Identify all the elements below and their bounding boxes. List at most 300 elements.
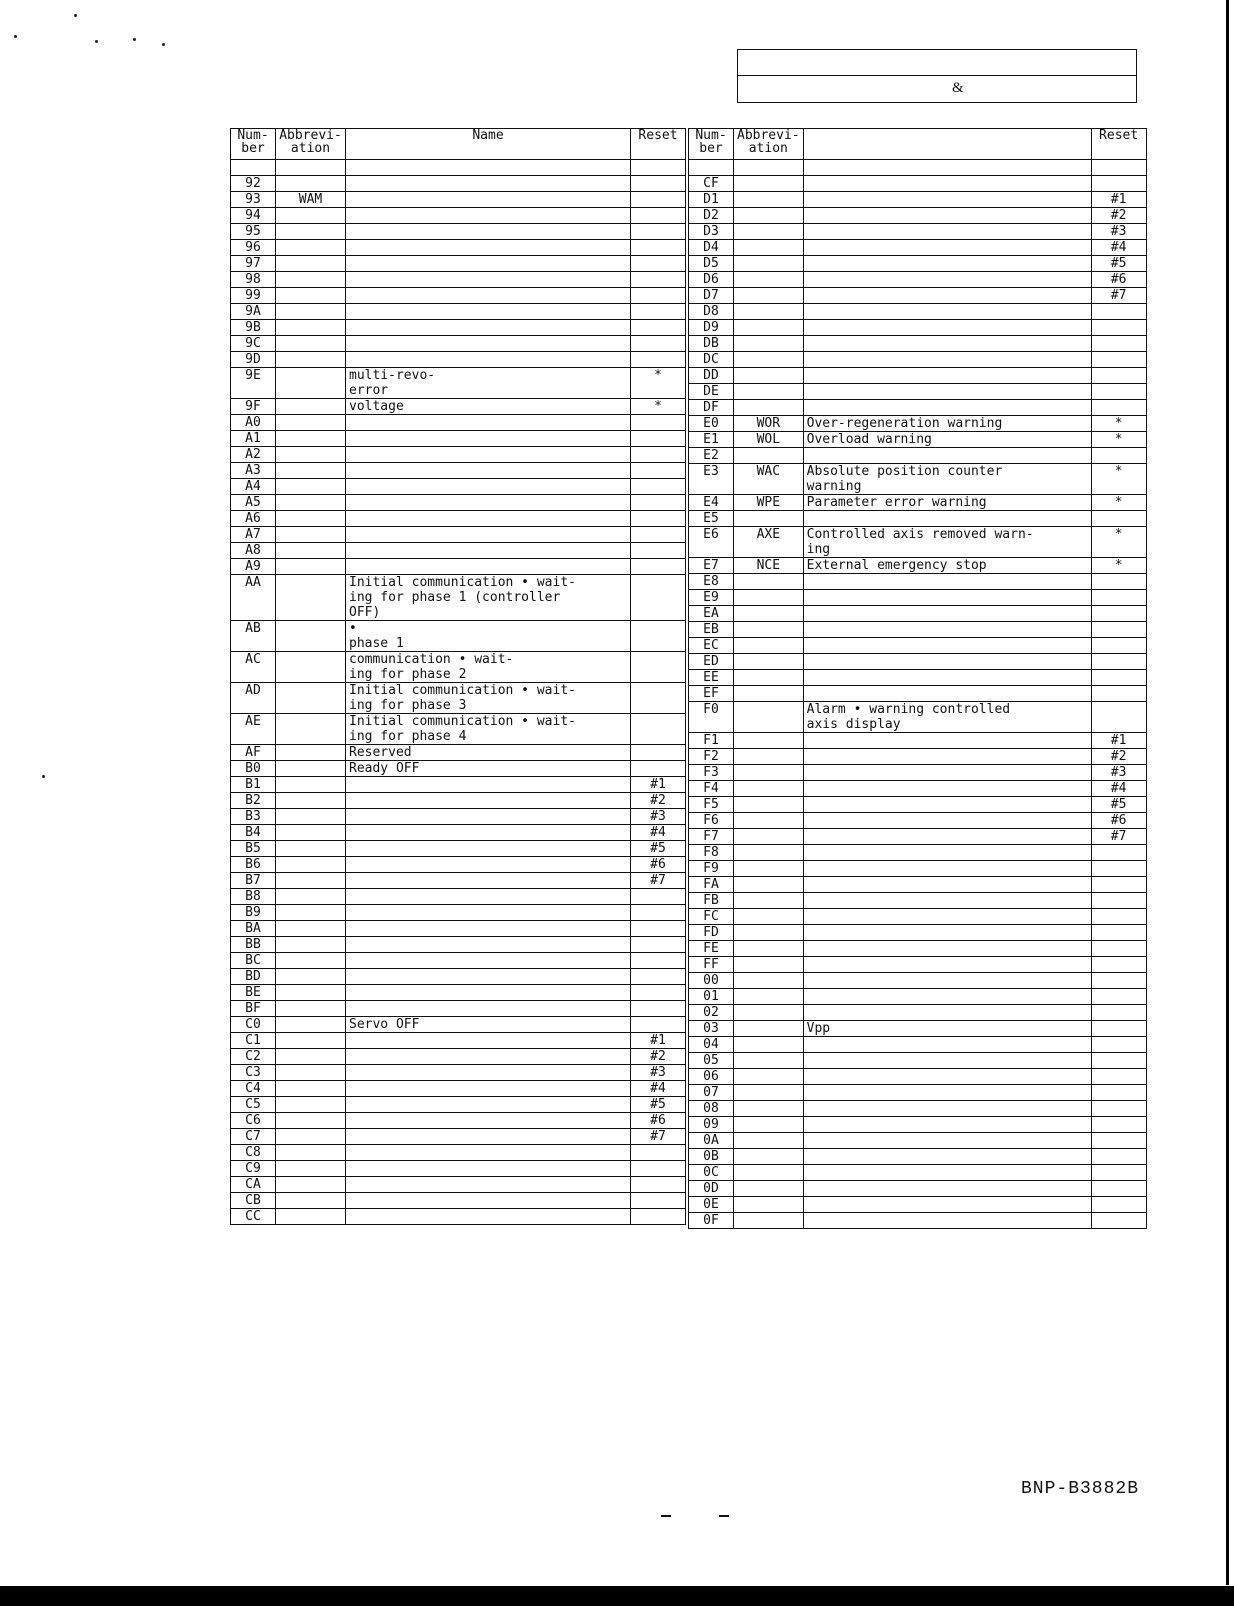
row-number: BC	[231, 953, 276, 969]
row-name	[346, 1113, 631, 1129]
row-name	[803, 336, 1091, 352]
table-row	[231, 761, 686, 777]
row-abbreviation	[276, 857, 346, 873]
row-name	[803, 989, 1091, 1005]
row-number: 0B	[689, 1149, 734, 1165]
table-row	[689, 781, 1147, 797]
row-abbreviation	[276, 953, 346, 969]
row-name	[803, 654, 1091, 670]
header-name: Name	[346, 129, 631, 160]
table-row	[689, 638, 1147, 654]
row-name	[346, 431, 631, 447]
row-reset: *	[1091, 432, 1146, 448]
row-name	[346, 1065, 631, 1081]
header-number: Num- ber	[689, 129, 734, 160]
row-name	[803, 1181, 1091, 1197]
row-name: Initial communication • wait- ing for phase 4	[346, 714, 631, 745]
row-reset: #1	[631, 1033, 686, 1049]
row-name	[803, 256, 1091, 272]
row-reset	[1091, 957, 1146, 973]
row-number: 9C	[231, 336, 276, 352]
row-name	[803, 638, 1091, 654]
table-row	[231, 479, 686, 495]
row-abbreviation	[276, 495, 346, 511]
row-name	[803, 1197, 1091, 1213]
row-reset	[631, 192, 686, 208]
table-row	[231, 1177, 686, 1193]
row-name	[346, 841, 631, 857]
row-reset	[1091, 320, 1146, 336]
scan-speck	[95, 40, 98, 43]
row-number: DD	[689, 368, 734, 384]
table-row	[689, 336, 1147, 352]
table-row	[231, 368, 686, 399]
table-row	[689, 1117, 1147, 1133]
row-reset	[1091, 590, 1146, 606]
row-name	[803, 733, 1091, 749]
table-row	[689, 256, 1147, 272]
row-name	[346, 208, 631, 224]
table-row	[689, 495, 1147, 511]
row-abbreviation	[734, 1117, 804, 1133]
row-number: 04	[689, 1037, 734, 1053]
alarm-table-right	[688, 128, 1147, 1229]
row-name	[803, 384, 1091, 400]
row-number: 96	[231, 240, 276, 256]
table-row	[689, 1053, 1147, 1069]
row-reset	[1091, 511, 1146, 527]
row-reset: #1	[1091, 192, 1146, 208]
row-abbreviation	[734, 749, 804, 765]
row-reset	[1091, 1053, 1146, 1069]
row-abbreviation	[276, 1049, 346, 1065]
row-reset	[1091, 909, 1146, 925]
row-reset: #5	[1091, 797, 1146, 813]
row-reset	[1091, 448, 1146, 464]
row-abbreviation: WAC	[734, 464, 804, 495]
row-name	[346, 256, 631, 272]
table-row	[689, 511, 1147, 527]
table-row	[231, 1065, 686, 1081]
row-number: C1	[231, 1033, 276, 1049]
row-name	[803, 368, 1091, 384]
row-reset	[1091, 989, 1146, 1005]
row-reset	[1091, 1021, 1146, 1037]
table-row	[231, 208, 686, 224]
row-name	[803, 400, 1091, 416]
row-reset	[1091, 861, 1146, 877]
row-abbreviation	[734, 1037, 804, 1053]
row-reset	[631, 447, 686, 463]
row-reset	[631, 1177, 686, 1193]
row-name	[346, 1193, 631, 1209]
row-abbreviation	[276, 777, 346, 793]
row-number: D7	[689, 288, 734, 304]
table-row	[231, 621, 686, 652]
row-number: F1	[689, 733, 734, 749]
table-row	[231, 825, 686, 841]
row-reset	[631, 479, 686, 495]
row-name	[803, 941, 1091, 957]
table-row	[689, 765, 1147, 781]
row-name	[803, 749, 1091, 765]
table-row	[689, 973, 1147, 989]
row-abbreviation	[734, 781, 804, 797]
row-number: E5	[689, 511, 734, 527]
row-number: AD	[231, 683, 276, 714]
document-code: BNP-B3882B	[1021, 1479, 1140, 1499]
row-abbreviation	[276, 714, 346, 745]
row-reset: *	[1091, 495, 1146, 511]
row-abbreviation	[734, 1101, 804, 1117]
table-row	[231, 431, 686, 447]
scan-speck	[133, 38, 136, 41]
row-name	[346, 463, 631, 479]
row-reset	[1091, 1133, 1146, 1149]
row-name	[346, 479, 631, 495]
row-number: A8	[231, 543, 276, 559]
row-name	[346, 1081, 631, 1097]
row-reset: #7	[631, 1129, 686, 1145]
row-number: E9	[689, 590, 734, 606]
table-header-row	[689, 129, 1147, 160]
row-name	[803, 813, 1091, 829]
row-name	[803, 1053, 1091, 1069]
row-reset	[631, 1145, 686, 1161]
table-row	[231, 953, 686, 969]
row-name: Initial communication • wait- ing for phase 3	[346, 683, 631, 714]
row-abbreviation	[276, 1065, 346, 1081]
row-abbreviation	[276, 1209, 346, 1225]
row-name	[346, 192, 631, 208]
row-number: B3	[231, 809, 276, 825]
row-name	[803, 845, 1091, 861]
row-number: BE	[231, 985, 276, 1001]
row-name	[346, 415, 631, 431]
row-abbreviation	[734, 352, 804, 368]
row-name	[346, 176, 631, 192]
row-number: E8	[689, 574, 734, 590]
table-row	[231, 511, 686, 527]
row-abbreviation	[276, 511, 346, 527]
row-number: D6	[689, 272, 734, 288]
row-abbreviation	[276, 921, 346, 937]
table-row	[689, 749, 1147, 765]
row-name: multi-revo- error	[346, 368, 631, 399]
row-number: FB	[689, 893, 734, 909]
row-number: 05	[689, 1053, 734, 1069]
row-name	[346, 447, 631, 463]
table-row	[689, 176, 1147, 192]
row-number: FD	[689, 925, 734, 941]
table-row	[231, 1017, 686, 1033]
row-abbreviation: NCE	[734, 558, 804, 574]
row-abbreviation: WAM	[276, 192, 346, 208]
alarm-table-left-body	[231, 176, 686, 1225]
row-number: B5	[231, 841, 276, 857]
table-row	[231, 320, 686, 336]
row-abbreviation	[734, 224, 804, 240]
row-abbreviation	[734, 973, 804, 989]
row-number: D2	[689, 208, 734, 224]
row-number: F4	[689, 781, 734, 797]
table-header-row	[231, 129, 686, 160]
row-name	[803, 1101, 1091, 1117]
row-reset	[631, 272, 686, 288]
row-name	[346, 272, 631, 288]
page-dash	[719, 1515, 729, 1517]
row-name	[803, 224, 1091, 240]
row-reset: #2	[1091, 208, 1146, 224]
row-reset: #3	[1091, 765, 1146, 781]
row-number: AF	[231, 745, 276, 761]
row-number: B0	[231, 761, 276, 777]
row-abbreviation	[276, 1097, 346, 1113]
row-reset	[631, 953, 686, 969]
row-number: B1	[231, 777, 276, 793]
table-row	[689, 1149, 1147, 1165]
row-abbreviation	[276, 1145, 346, 1161]
row-name	[346, 1177, 631, 1193]
row-name	[803, 893, 1091, 909]
row-reset	[631, 511, 686, 527]
row-name	[346, 857, 631, 873]
row-number: B2	[231, 793, 276, 809]
row-name: Servo OFF	[346, 1017, 631, 1033]
row-name	[346, 921, 631, 937]
row-number: F7	[689, 829, 734, 845]
table-row	[689, 1069, 1147, 1085]
row-abbreviation	[276, 969, 346, 985]
row-abbreviation	[276, 683, 346, 714]
row-number: E2	[689, 448, 734, 464]
row-name: Vpp	[803, 1021, 1091, 1037]
row-reset	[631, 240, 686, 256]
row-number: A4	[231, 479, 276, 495]
row-abbreviation	[734, 909, 804, 925]
table-row	[231, 937, 686, 953]
row-reset	[631, 352, 686, 368]
row-number: 97	[231, 256, 276, 272]
row-abbreviation	[276, 873, 346, 889]
row-number: 98	[231, 272, 276, 288]
row-abbreviation	[276, 841, 346, 857]
row-reset	[1091, 1101, 1146, 1117]
row-abbreviation	[734, 606, 804, 622]
row-abbreviation	[734, 702, 804, 733]
row-abbreviation	[276, 1113, 346, 1129]
row-name: Absolute position counter warning	[803, 464, 1091, 495]
row-number: 0C	[689, 1165, 734, 1181]
table-row	[231, 889, 686, 905]
row-name	[803, 686, 1091, 702]
row-abbreviation	[276, 1129, 346, 1145]
row-reset	[1091, 1085, 1146, 1101]
row-abbreviation	[734, 288, 804, 304]
row-abbreviation	[734, 670, 804, 686]
row-number: F2	[689, 749, 734, 765]
table-row	[231, 543, 686, 559]
row-number: 0D	[689, 1181, 734, 1197]
row-number: 94	[231, 208, 276, 224]
row-number: BD	[231, 969, 276, 985]
row-abbreviation	[734, 941, 804, 957]
row-reset: *	[1091, 527, 1146, 558]
row-reset	[1091, 384, 1146, 400]
row-abbreviation	[734, 765, 804, 781]
table-row	[231, 447, 686, 463]
table-row	[689, 829, 1147, 845]
row-number: A6	[231, 511, 276, 527]
row-number: 09	[689, 1117, 734, 1133]
row-number: 93	[231, 192, 276, 208]
table-row	[231, 793, 686, 809]
row-reset	[631, 905, 686, 921]
row-number: AB	[231, 621, 276, 652]
row-abbreviation	[276, 937, 346, 953]
row-reset	[1091, 941, 1146, 957]
row-reset	[631, 761, 686, 777]
row-reset	[1091, 1037, 1146, 1053]
scan-speck	[42, 775, 45, 778]
table-row	[689, 352, 1147, 368]
row-name	[803, 192, 1091, 208]
table-row	[689, 288, 1147, 304]
table-row	[231, 1129, 686, 1145]
row-number: A0	[231, 415, 276, 431]
row-abbreviation	[276, 368, 346, 399]
table-row	[231, 352, 686, 368]
row-abbreviation	[734, 1149, 804, 1165]
row-name	[803, 957, 1091, 973]
row-reset	[1091, 304, 1146, 320]
row-name: External emergency stop	[803, 558, 1091, 574]
row-name	[346, 825, 631, 841]
table-row	[689, 240, 1147, 256]
title-box	[737, 49, 1137, 103]
row-abbreviation	[734, 176, 804, 192]
row-name	[803, 1069, 1091, 1085]
row-reset	[631, 889, 686, 905]
table-row	[689, 733, 1147, 749]
row-reset	[1091, 400, 1146, 416]
row-abbreviation	[734, 590, 804, 606]
row-abbreviation	[276, 415, 346, 431]
header-abbreviation: Abbrevi- ation	[734, 129, 804, 160]
row-abbreviation	[734, 1053, 804, 1069]
row-name	[803, 1085, 1091, 1101]
row-number: 0A	[689, 1133, 734, 1149]
row-abbreviation	[276, 652, 346, 683]
table-row	[231, 559, 686, 575]
row-number: 0E	[689, 1197, 734, 1213]
row-number: 95	[231, 224, 276, 240]
row-number: 02	[689, 1005, 734, 1021]
row-abbreviation	[734, 622, 804, 638]
row-name: Controlled axis removed warn- ing	[803, 527, 1091, 558]
table-row	[689, 1197, 1147, 1213]
row-abbreviation	[276, 793, 346, 809]
row-number: CC	[231, 1209, 276, 1225]
row-reset	[631, 495, 686, 511]
table-row	[231, 304, 686, 320]
row-abbreviation	[276, 761, 346, 777]
row-number: 00	[689, 973, 734, 989]
row-reset	[631, 288, 686, 304]
row-abbreviation: AXE	[734, 527, 804, 558]
row-abbreviation	[734, 192, 804, 208]
row-abbreviation	[734, 1005, 804, 1021]
row-name	[346, 1129, 631, 1145]
row-name	[346, 873, 631, 889]
row-number: E4	[689, 495, 734, 511]
row-name	[346, 495, 631, 511]
row-abbreviation	[734, 400, 804, 416]
row-name	[346, 1033, 631, 1049]
row-name	[803, 861, 1091, 877]
row-name	[346, 224, 631, 240]
row-reset	[1091, 1149, 1146, 1165]
row-abbreviation	[734, 1213, 804, 1229]
scan-speck	[74, 14, 77, 17]
row-abbreviation	[734, 320, 804, 336]
row-number: C6	[231, 1113, 276, 1129]
table-row	[231, 240, 686, 256]
table-row	[689, 432, 1147, 448]
row-reset	[631, 652, 686, 683]
row-number: C8	[231, 1145, 276, 1161]
row-name	[803, 1005, 1091, 1021]
table-row	[231, 336, 686, 352]
row-abbreviation	[734, 957, 804, 973]
row-reset	[1091, 622, 1146, 638]
row-reset	[631, 224, 686, 240]
row-name	[803, 1117, 1091, 1133]
page-dash	[661, 1515, 671, 1517]
row-name	[346, 1049, 631, 1065]
row-number: FE	[689, 941, 734, 957]
header-reset: Reset	[1091, 129, 1146, 160]
row-reset: #2	[631, 1049, 686, 1065]
row-abbreviation	[734, 1085, 804, 1101]
row-abbreviation	[276, 256, 346, 272]
row-number: C0	[231, 1017, 276, 1033]
row-number: 9A	[231, 304, 276, 320]
table-row	[689, 527, 1147, 558]
table-row	[231, 1193, 686, 1209]
table-row	[689, 464, 1147, 495]
table-row	[231, 1033, 686, 1049]
row-reset	[1091, 638, 1146, 654]
row-number: A9	[231, 559, 276, 575]
table-row	[231, 1001, 686, 1017]
table-row	[231, 714, 686, 745]
row-reset: #2	[631, 793, 686, 809]
row-reset	[1091, 1197, 1146, 1213]
table-row	[231, 415, 686, 431]
row-number: F3	[689, 765, 734, 781]
row-name	[803, 765, 1091, 781]
row-number: AC	[231, 652, 276, 683]
row-reset: #3	[1091, 224, 1146, 240]
table-row	[689, 1021, 1147, 1037]
table-row	[231, 1097, 686, 1113]
row-name	[346, 777, 631, 793]
table-row	[231, 905, 686, 921]
row-reset	[1091, 893, 1146, 909]
row-number: A7	[231, 527, 276, 543]
row-number: B8	[231, 889, 276, 905]
